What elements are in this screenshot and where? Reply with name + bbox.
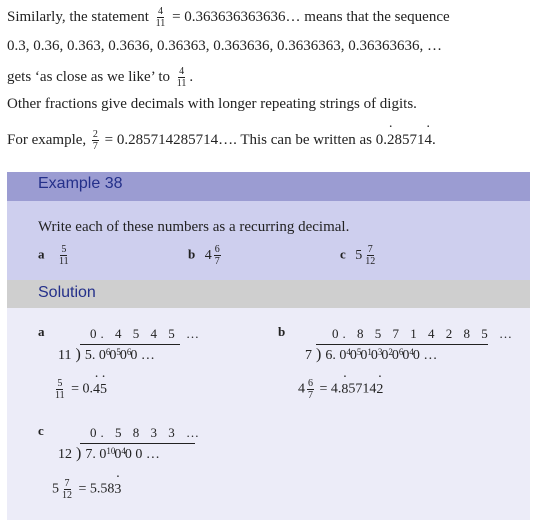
fraction-6-7	[214, 244, 221, 267]
divisor: 7	[305, 348, 312, 363]
fraction-numerator: 5	[61, 244, 67, 255]
mixed-whole: 5	[355, 247, 363, 263]
example-title: Example 38	[38, 175, 123, 192]
recurring-digit: · 5	[100, 382, 107, 398]
part-label: a	[38, 246, 45, 262]
intro-line-3-period: .	[189, 68, 194, 85]
example-body	[7, 201, 530, 280]
fraction-denominator: 7	[308, 390, 313, 401]
dividend-digit: 0	[402, 348, 410, 363]
carry-digit: 4	[346, 347, 351, 357]
intro-line-5-mid: = 0.285714285714…. This can be written as 0.	[104, 131, 387, 148]
solution-b-division-bar	[316, 344, 488, 345]
fraction-denominator: 7	[92, 141, 98, 152]
fraction-numerator: 7	[64, 478, 70, 489]
divisor: 11	[58, 348, 72, 363]
dividend-digit: 0	[381, 348, 389, 363]
intro-line-1-rest: = 0.363636363636… means that the sequence	[172, 8, 450, 25]
carry-digit: 6	[126, 347, 132, 357]
example-part-b	[188, 244, 223, 267]
solution-a-division-bar	[80, 344, 180, 345]
fraction-denominator: 11	[59, 256, 69, 267]
recurring-middle-digits: 8571	[394, 131, 425, 148]
intro-line-1	[7, 6, 450, 29]
dividend-digit: 0 …	[412, 348, 438, 363]
fraction-7-12	[364, 244, 376, 267]
fraction-numerator: 4	[179, 66, 185, 77]
recurring-middle-digits: 5714	[348, 381, 377, 397]
intro-line-5-text: For example,	[7, 131, 87, 148]
mixed-whole: 4	[298, 381, 305, 397]
result-value: = 0.	[71, 381, 94, 397]
carry-digit: 1	[367, 347, 372, 357]
intro-line-2: 0.3, 0.36, 0.363, 0.3636, 0.36363, 0.363636, 0.3636363, 0.36363636, …	[7, 38, 442, 54]
intro-line-5	[7, 129, 436, 152]
solution-part-b-label: b	[278, 324, 286, 339]
example-part-c	[340, 244, 378, 267]
solution-part-c-label: c	[38, 423, 44, 438]
intro-line-1-text: Similarly, the statement	[7, 8, 149, 25]
dividend-digit: 0	[370, 348, 378, 363]
carry-digit: 3	[377, 347, 383, 357]
result-value: = 5.58	[78, 481, 115, 497]
dividend: 6. 0	[325, 348, 347, 363]
solution-a-division	[58, 346, 155, 364]
carry-digit: 10	[106, 446, 116, 456]
fraction-7-12	[61, 478, 73, 501]
fraction-4-11	[155, 6, 167, 29]
dividend-digit: 0	[119, 348, 127, 363]
solution-a-result	[52, 378, 107, 401]
carry-digit: 5	[356, 347, 362, 357]
dividend-digit: 0	[109, 348, 117, 363]
fraction-6-7	[307, 378, 314, 401]
solution-b-division	[305, 346, 437, 364]
intro-line-4: Other fractions give decimals with longer repeating strings of digits.	[7, 96, 417, 112]
division-bracket: )	[71, 346, 85, 363]
fraction-4-11	[176, 66, 188, 89]
recurring-digit: · 4	[93, 382, 100, 398]
dividend-digit: 0 …	[135, 447, 160, 462]
solution-part-a-label: a	[38, 324, 45, 339]
solution-c-result	[52, 478, 121, 501]
fraction-5-11	[58, 244, 70, 267]
carry-digit: 4	[121, 446, 126, 456]
mixed-whole: 4	[204, 247, 212, 263]
result-value: = 4.	[319, 381, 342, 397]
dividend-digit: 0	[114, 447, 122, 462]
example-instruction: Write each of these numbers as a recurring decimal.	[38, 219, 350, 235]
carry-digit: 2	[388, 347, 393, 357]
carry-digit: 4	[409, 347, 414, 357]
solution-c-division	[58, 445, 160, 463]
divisor: 12	[58, 447, 72, 462]
fraction-denominator: 11	[155, 18, 166, 29]
dividend-digit: 0	[124, 447, 132, 462]
dividend: 5. 0	[84, 348, 106, 363]
carry-digit: 6	[398, 347, 404, 357]
solution-b-quotient: 0. 8 5 7 1 4 2 8 5 …	[332, 326, 516, 341]
solution-title: Solution	[38, 284, 96, 301]
intro-line-3-text: gets ‘as close as we like’ to	[7, 68, 171, 85]
solution-a-quotient: 0. 4 5 4 5 …	[90, 326, 203, 341]
fraction-numerator: 6	[214, 244, 220, 255]
fraction-denominator: 12	[62, 490, 72, 501]
dividend-digit: 0 …	[130, 348, 155, 363]
part-label: c	[340, 246, 346, 262]
fraction-denominator: 12	[365, 256, 376, 267]
carry-digit: 6	[105, 347, 111, 357]
carry-digit: 5	[116, 347, 121, 357]
fraction-numerator: 5	[57, 378, 63, 389]
recurring-digit: · 8	[341, 382, 348, 398]
fraction-denominator: 11	[55, 390, 65, 401]
fraction-numerator: 4	[157, 6, 163, 17]
intro-line-5-period: .	[431, 131, 436, 148]
dividend: 7. 0	[85, 447, 107, 462]
mixed-whole: 5	[52, 481, 59, 497]
fraction-numerator: 6	[308, 378, 313, 389]
fraction-2-7	[92, 129, 99, 152]
part-label: b	[188, 246, 196, 262]
division-bracket: )	[72, 445, 86, 462]
recurring-digit: · 3	[114, 482, 121, 498]
fraction-5-11	[54, 378, 66, 401]
dividend-digit: 0	[391, 348, 399, 363]
division-bracket: )	[312, 346, 326, 363]
fraction-denominator: 11	[176, 78, 187, 89]
fraction-denominator: 7	[214, 256, 220, 267]
dividend-digit: 0	[360, 348, 368, 363]
solution-c-division-bar	[80, 443, 195, 444]
solution-c-quotient: 0. 5 8 3 3 …	[90, 425, 203, 440]
recurring-digit: · 4	[424, 132, 432, 149]
recurring-digit: · 2	[376, 382, 383, 398]
intro-line-3	[7, 66, 193, 89]
fraction-numerator: 2	[92, 129, 98, 140]
solution-b-result	[298, 378, 383, 401]
recurring-digit: · 2	[387, 132, 395, 149]
example-part-a	[38, 244, 72, 267]
dividend-digit: 0	[349, 348, 357, 363]
fraction-numerator: 7	[367, 244, 373, 255]
